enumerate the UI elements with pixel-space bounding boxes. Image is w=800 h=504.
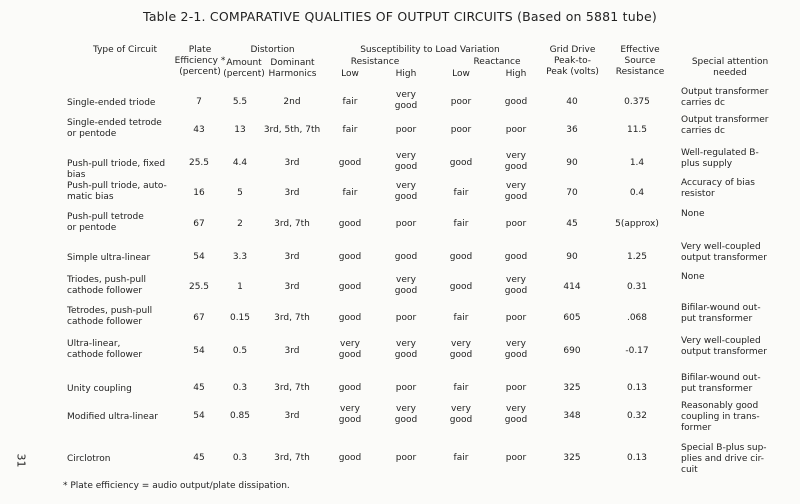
cell-amount: 0.3 bbox=[232, 383, 248, 393]
cell-efficiency: 67 bbox=[193, 313, 205, 323]
cell-res-low: very good bbox=[338, 339, 362, 360]
cell-res-low: good bbox=[338, 252, 362, 262]
cell-res-low: fair bbox=[342, 97, 358, 107]
cell-res-low: fair bbox=[342, 125, 358, 135]
cell-amount: 5.5 bbox=[232, 97, 248, 107]
cell-grid-drive: 325 bbox=[563, 383, 581, 393]
cell-special: Accuracy of bias resistor bbox=[681, 178, 755, 199]
cell-grid-drive: 690 bbox=[563, 346, 581, 356]
cell-type: Push-pull triode, auto- matic bias bbox=[67, 181, 167, 202]
cell-res-high: very good bbox=[394, 90, 418, 111]
cell-special: None bbox=[681, 272, 705, 282]
cell-special: Reasonably good coupling in trans- former bbox=[681, 401, 760, 433]
cell-special: None bbox=[681, 209, 705, 219]
table-title: Table 2-1. COMPARATIVE QUALITIES OF OUTPUT CIRCUITS (Based on 5881 tube) bbox=[143, 9, 657, 24]
cell-efficiency: 45 bbox=[193, 383, 205, 393]
cell-special: Very well-coupled output transformer bbox=[681, 242, 767, 263]
cell-rea-high: poor bbox=[505, 313, 527, 323]
cell-res-high: very good bbox=[394, 404, 418, 425]
cell-grid-drive: 45 bbox=[566, 219, 578, 229]
cell-rea-low: very good bbox=[449, 339, 473, 360]
cell-rea-low: fair bbox=[453, 313, 469, 323]
footnote: * Plate efficiency = audio output/plate dissipation. bbox=[63, 481, 290, 491]
cell-dominant: 3rd, 7th bbox=[274, 383, 310, 393]
cell-grid-drive: 40 bbox=[566, 97, 578, 107]
cell-rea-high: very good bbox=[504, 181, 528, 202]
header-res-high: High bbox=[395, 69, 417, 79]
cell-amount: 2 bbox=[237, 219, 243, 229]
cell-grid-drive: 90 bbox=[566, 158, 578, 168]
cell-amount: 3.3 bbox=[232, 252, 248, 262]
cell-dominant: 3rd, 5th, 7th bbox=[263, 125, 321, 135]
header-res-low: Low bbox=[341, 69, 359, 79]
cell-amount: 0.5 bbox=[232, 346, 248, 356]
cell-special: Bifilar-wound out- put transformer bbox=[681, 303, 761, 324]
header-susceptibility: Susceptibility to Load Variation bbox=[360, 45, 500, 55]
cell-grid-drive: 36 bbox=[566, 125, 578, 135]
header-reactance: Reactance bbox=[473, 57, 521, 67]
header-grid-drive: Grid Drive Peak-to- Peak (volts) bbox=[546, 45, 599, 77]
cell-type: Modified ultra-linear bbox=[67, 412, 158, 422]
cell-rea-low: good bbox=[449, 282, 473, 292]
cell-special: Output transformer carries dc bbox=[681, 87, 769, 108]
cell-source-resistance: 11.5 bbox=[626, 125, 648, 135]
cell-rea-high: very good bbox=[504, 275, 528, 296]
cell-res-high: very good bbox=[394, 339, 418, 360]
header-type: Type of Circuit bbox=[92, 45, 158, 55]
cell-source-resistance: 1.4 bbox=[629, 158, 645, 168]
cell-efficiency: 25.5 bbox=[188, 158, 210, 168]
cell-amount: 1 bbox=[237, 282, 243, 292]
cell-special: Output transformer carries dc bbox=[681, 115, 769, 136]
cell-grid-drive: 414 bbox=[563, 282, 581, 292]
cell-source-resistance: 0.13 bbox=[626, 453, 648, 463]
cell-source-resistance: 5(approx) bbox=[615, 219, 659, 229]
cell-efficiency: 16 bbox=[193, 188, 205, 198]
cell-rea-high: poor bbox=[505, 219, 527, 229]
cell-dominant: 3rd bbox=[284, 346, 300, 356]
cell-source-resistance: 0.4 bbox=[629, 188, 645, 198]
cell-efficiency: 54 bbox=[193, 346, 205, 356]
cell-rea-low: fair bbox=[453, 383, 469, 393]
header-dominant: Dominant Harmonics bbox=[268, 58, 317, 79]
cell-res-high: very good bbox=[394, 151, 418, 172]
cell-amount: 4.4 bbox=[232, 158, 248, 168]
cell-rea-low: poor bbox=[450, 97, 472, 107]
cell-efficiency: 7 bbox=[196, 97, 202, 107]
cell-res-low: very good bbox=[338, 404, 362, 425]
header-resistance: Resistance bbox=[350, 57, 400, 67]
cell-special: Special B-plus sup- plies and drive cir- cuit bbox=[681, 443, 767, 475]
cell-res-high: very good bbox=[394, 275, 418, 296]
header-rea-low: Low bbox=[452, 69, 470, 79]
cell-type: Push-pull tetrode or pentode bbox=[67, 212, 144, 233]
cell-res-high: very good bbox=[394, 181, 418, 202]
cell-source-resistance: 0.13 bbox=[626, 383, 648, 393]
cell-type: Single-ended tetrode or pentode bbox=[67, 118, 162, 139]
cell-rea-high: good bbox=[504, 252, 528, 262]
cell-rea-low: good bbox=[449, 252, 473, 262]
cell-rea-high: very good bbox=[504, 339, 528, 360]
cell-res-high: poor bbox=[395, 383, 417, 393]
cell-rea-low: fair bbox=[453, 219, 469, 229]
header-special: Special attention needed bbox=[691, 57, 769, 78]
header-amount: Amount (percent) bbox=[223, 58, 265, 79]
cell-amount: 0.3 bbox=[232, 453, 248, 463]
cell-dominant: 3rd bbox=[284, 252, 300, 262]
cell-rea-low: good bbox=[449, 158, 473, 168]
cell-res-low: good bbox=[338, 313, 362, 323]
cell-type: Circlotron bbox=[67, 454, 111, 464]
cell-source-resistance: .068 bbox=[626, 313, 648, 323]
cell-dominant: 3rd, 7th bbox=[274, 219, 310, 229]
cell-source-resistance: 1.25 bbox=[626, 252, 648, 262]
cell-dominant: 3rd bbox=[284, 411, 300, 421]
cell-rea-high: poor bbox=[505, 383, 527, 393]
cell-special: Bifilar-wound out- put transformer bbox=[681, 373, 761, 394]
cell-efficiency: 45 bbox=[193, 453, 205, 463]
header-source-resistance: Effective Source Resistance bbox=[615, 45, 665, 77]
cell-dominant: 2nd bbox=[283, 97, 301, 107]
cell-rea-high: poor bbox=[505, 125, 527, 135]
cell-grid-drive: 605 bbox=[563, 313, 581, 323]
cell-rea-low: poor bbox=[450, 125, 472, 135]
cell-rea-high: very good bbox=[504, 404, 528, 425]
cell-rea-high: very good bbox=[504, 151, 528, 172]
cell-type: Simple ultra-linear bbox=[67, 253, 151, 263]
cell-amount: 13 bbox=[234, 125, 246, 135]
cell-res-low: good bbox=[338, 383, 362, 393]
cell-res-low: good bbox=[338, 219, 362, 229]
cell-res-high: poor bbox=[395, 219, 417, 229]
cell-rea-high: poor bbox=[505, 453, 527, 463]
cell-res-high: good bbox=[394, 252, 418, 262]
cell-amount: 0.85 bbox=[229, 411, 251, 421]
cell-res-low: good bbox=[338, 158, 362, 168]
cell-type: Push-pull triode, fixed bias bbox=[67, 159, 166, 180]
cell-special: Well-regulated B- plus supply bbox=[681, 148, 759, 169]
header-efficiency: Plate Efficiency * (percent) bbox=[174, 45, 226, 77]
cell-dominant: 3rd bbox=[284, 282, 300, 292]
cell-grid-drive: 70 bbox=[566, 188, 578, 198]
cell-res-high: poor bbox=[395, 313, 417, 323]
cell-amount: 0.15 bbox=[229, 313, 251, 323]
cell-rea-low: fair bbox=[453, 188, 469, 198]
cell-rea-high: good bbox=[504, 97, 528, 107]
cell-type: Tetrodes, push-pull cathode follower bbox=[67, 306, 153, 327]
cell-res-high: poor bbox=[395, 125, 417, 135]
cell-rea-low: very good bbox=[449, 404, 473, 425]
cell-type: Ultra-linear, cathode follower bbox=[67, 339, 143, 360]
cell-amount: 5 bbox=[237, 188, 243, 198]
cell-res-low: fair bbox=[342, 188, 358, 198]
cell-source-resistance: -0.17 bbox=[625, 346, 649, 356]
cell-type: Unity coupling bbox=[67, 384, 132, 394]
cell-efficiency: 67 bbox=[193, 219, 205, 229]
cell-dominant: 3rd bbox=[284, 158, 300, 168]
cell-grid-drive: 325 bbox=[563, 453, 581, 463]
cell-grid-drive: 90 bbox=[566, 252, 578, 262]
cell-dominant: 3rd, 7th bbox=[274, 313, 310, 323]
cell-grid-drive: 348 bbox=[563, 411, 581, 421]
cell-type: Triodes, push-pull cathode follower bbox=[67, 275, 147, 296]
cell-res-high: poor bbox=[395, 453, 417, 463]
header-distortion: Distortion bbox=[250, 45, 295, 55]
cell-source-resistance: 0.375 bbox=[624, 97, 650, 107]
cell-efficiency: 43 bbox=[193, 125, 205, 135]
header-rea-high: High bbox=[505, 69, 527, 79]
cell-efficiency: 54 bbox=[193, 252, 205, 262]
cell-rea-low: fair bbox=[453, 453, 469, 463]
cell-res-low: good bbox=[338, 282, 362, 292]
cell-source-resistance: 0.32 bbox=[626, 411, 648, 421]
cell-dominant: 3rd, 7th bbox=[274, 453, 310, 463]
cell-source-resistance: 0.31 bbox=[626, 282, 648, 292]
cell-dominant: 3rd bbox=[284, 188, 300, 198]
cell-res-low: good bbox=[338, 453, 362, 463]
page-number: 31 bbox=[14, 453, 28, 468]
cell-efficiency: 54 bbox=[193, 411, 205, 421]
cell-efficiency: 25.5 bbox=[188, 282, 210, 292]
cell-special: Very well-coupled output transformer bbox=[681, 336, 767, 357]
cell-type: Single-ended triode bbox=[67, 98, 156, 108]
